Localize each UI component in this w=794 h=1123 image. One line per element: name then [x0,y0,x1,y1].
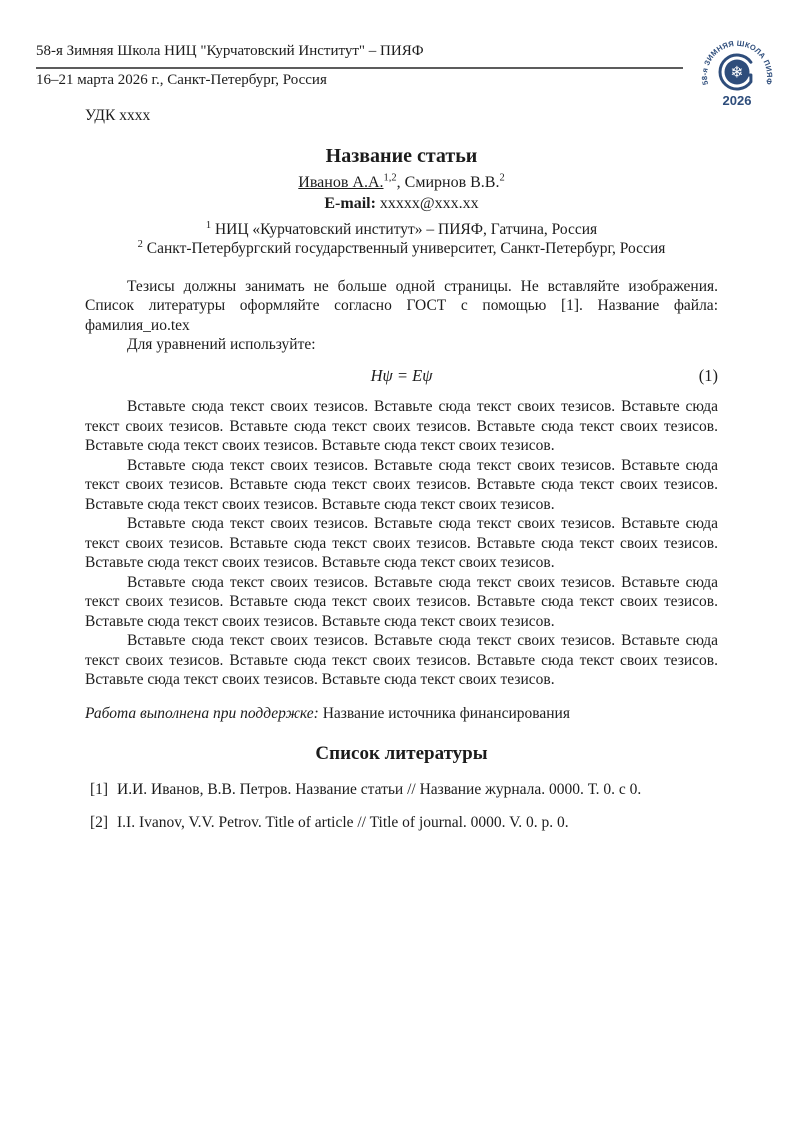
email-value: xxxxx@xxx.xx [379,194,479,212]
equation-lead-in: Для уравнений используйте: [127,336,316,353]
reference-2-marker: [2] [90,813,109,831]
email-line [85,193,718,214]
affiliation-2-text: Санкт-Петербургский государственный университет, Санкт-Петербург, Россия [146,240,666,257]
email-label: E-mail: [324,194,376,212]
logo-year: 2026 [722,93,752,108]
authors-separator: , [396,173,405,191]
author-1: Иванов А.А. [298,173,384,191]
affiliation-1-sup: 1 [205,219,212,231]
body-paragraph-4: Вставьте сюда текст своих тезисов. Вставьте сюда текст своих тезисов. Вставьте сюда текст своих тезисов. Вставьте сюда текст своих тезисов. Вставьте сюда текст своих тезисов. Вставьте сюда текст своих тезисов. Вставьте сюда текст своих тезисов. [85,573,718,630]
equation-formula: Hψ = Eψ [370,365,433,385]
header-divider [36,67,683,69]
body-paragraph-2: Вставьте сюда текст своих тезисов. Вставьте сюда текст своих тезисов. Вставьте сюда текст своих тезисов. Вставьте сюда текст своих тезисов. Вставьте сюда текст своих тезисов. Вставьте сюда текст своих тезисов. Вставьте сюда текст своих тезисов. [85,456,718,513]
affiliation-1 [85,220,718,240]
conference-logo [695,24,779,110]
body-paragraph-3: Вставьте сюда текст своих тезисов. Вставьте сюда текст своих тезисов. Вставьте сюда текст своих тезисов. Вставьте сюда текст своих тезисов. Вставьте сюда текст своих тезисов. Вставьте сюда текст своих тезисов. Вставьте сюда текст своих тезисов. [85,515,718,571]
article-body [0,106,794,832]
author-1-affil-sup: 1,2 [383,172,397,184]
conference-title: 58-я Зимняя Школа НИЦ "Курчатовский Институт" – ПИЯФ [36,43,424,59]
body-paragraph-1: Вставьте сюда текст своих тезисов. Вставьте сюда текст своих тезисов. Вставьте сюда текст своих тезисов. Вставьте сюда текст своих тезисов. Вставьте сюда текст своих тезисов. Вставьте сюда текст своих тезисов. Вставьте сюда текст своих тезисов. [85,398,718,454]
funding-source: Название источника финансирования [322,704,570,722]
conference-header [0,0,794,108]
affiliation-1-text: НИЦ «Курчатовский институт» – ПИЯФ, Гатчина, Россия [214,220,598,238]
funding-label: Работа выполнена при поддержке: [85,704,319,722]
reference-1-text: И.И. Иванов, В.В. Петров. Название статьи // Название журнала. 0000. Т. 0. с 0. [117,781,642,798]
funding-line [85,704,718,724]
reference-item [85,813,718,833]
equation-number: (1) [698,365,718,385]
affiliation-2-sup: 2 [137,238,143,250]
snowflake-icon: ❄ [730,64,744,82]
equation [85,366,718,386]
affiliations [85,220,718,259]
body-paragraph-5: Вставьте сюда текст своих тезисов. Вставьте сюда текст своих тезисов. Вставьте сюда текст своих тезисов. Вставьте сюда текст своих тезисов. Вставьте сюда текст своих тезисов. Вставьте сюда текст своих тезисов. Вставьте сюда текст своих тезисов. [85,632,718,688]
references-heading: Список литературы [315,743,488,764]
author-2-affil-sup: 2 [499,172,505,184]
article-title: Название статьи [325,144,478,167]
author-2: Смирнов В.В. [404,173,500,191]
udk-code: УДК xxxx [85,107,151,124]
logo-ring-text: 58-я ЗИМНЯЯ ШКОЛА ПИЯФ [699,38,775,86]
intro-paragraph: Тезисы должны занимать не больше одной страницы. Не вставляйте изображения. Список литературы оформляйте согласно ГОСТ с помощью [1]. Название файла: фамилия_ио.tex [85,277,718,334]
affiliation-2 [85,239,718,259]
reference-1-marker: [1] [90,781,109,798]
authors-line [85,172,718,193]
conference-date-location: 16–21 марта 2026 г., Санкт-Петербург, Россия [36,72,327,88]
reference-item [85,780,718,800]
reference-2-text: I.I. Ivanov, V.V. Petrov. Title of article // Title of journal. 0000. V. 0. p. 0. [117,813,569,831]
